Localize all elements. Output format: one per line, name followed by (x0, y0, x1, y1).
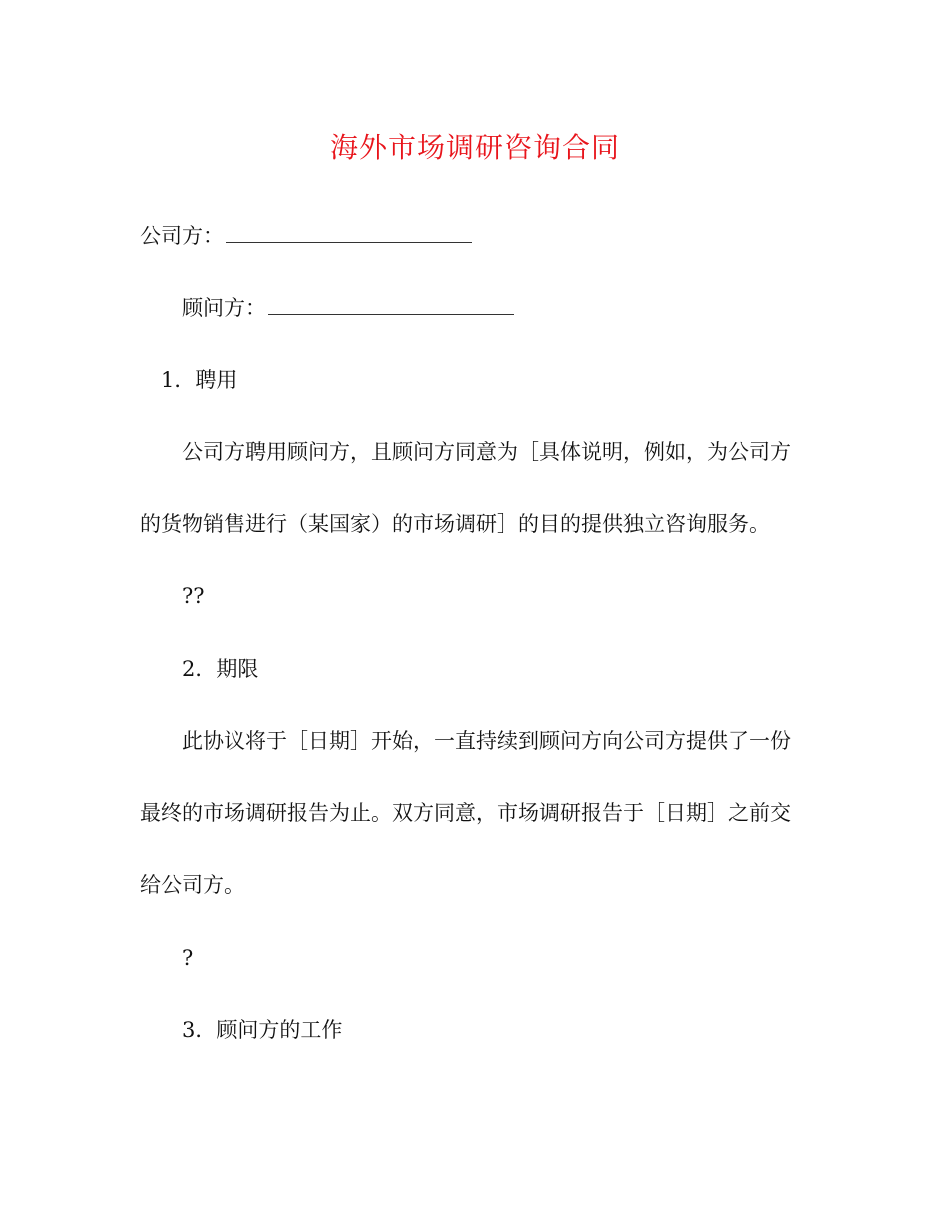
consultant-party-line (182, 294, 514, 322)
section-1-body-line-1: 公司方聘用顾问方，且顾问方同意为［具体说明，例如，为公司方 (182, 440, 791, 464)
consultant-party-blank (268, 296, 514, 315)
document-title: 海外市场调研咨询合同 (329, 131, 620, 164)
section-3-heading: 3．顾问方的工作 (182, 1018, 343, 1042)
section-2-heading: 2．期限 (182, 657, 259, 681)
section-2-body-line-2: 最终的市场调研报告为止。双方同意，市场调研报告于［日期］之前交 (140, 801, 791, 825)
section-1-placeholder: ?? (182, 584, 205, 608)
company-party-blank (226, 224, 472, 243)
section-2-body-line-1: 此协议将于［日期］开始，一直持续到顾问方向公司方提供了一份 (182, 729, 791, 753)
section-1-heading: 1．聘用 (161, 368, 238, 392)
company-party-label: 公司方： (140, 224, 224, 248)
consultant-party-label: 顾问方： (182, 296, 266, 320)
section-1-body-line-2: 的货物销售进行（某国家）的市场调研］的目的提供独立咨询服务。 (140, 512, 770, 536)
section-2-placeholder: ? (182, 946, 194, 970)
company-party-line (140, 222, 472, 250)
section-2-body-line-3: 给公司方。 (140, 873, 245, 897)
